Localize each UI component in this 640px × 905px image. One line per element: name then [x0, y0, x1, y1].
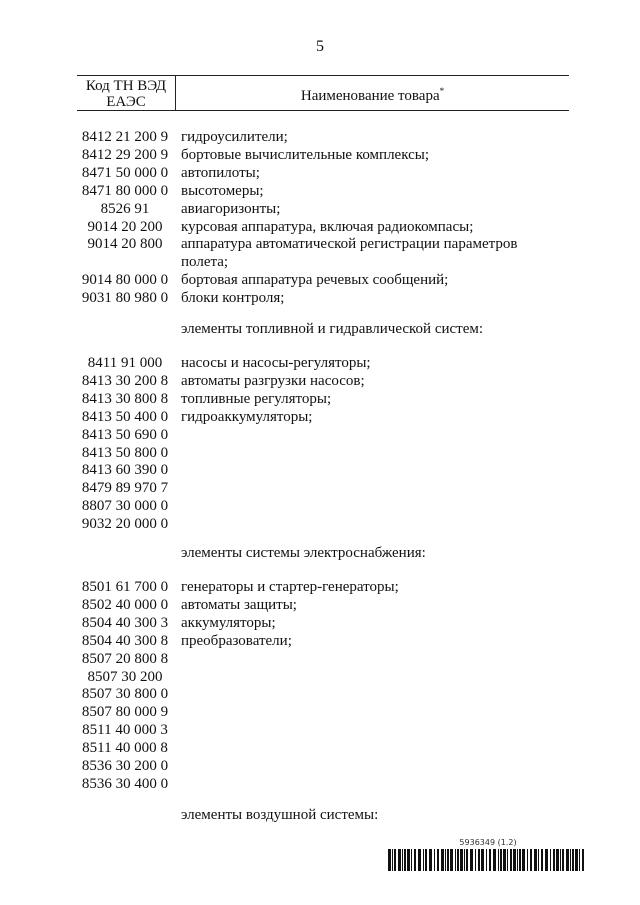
tnved-code: 8507 30 800 0: [81, 686, 169, 703]
tnved-code: 8507 80 000 9: [81, 704, 169, 721]
tnved-code: 8413 50 690 0: [81, 426, 169, 443]
barcode-bar: [550, 849, 551, 871]
barcode-bar: [486, 849, 487, 871]
goods-name: высотомеры;: [181, 182, 264, 199]
tnved-code: 8807 30 000 0: [81, 498, 169, 515]
barcode-bar: [447, 849, 449, 871]
tnved-code: 8412 29 200 9: [81, 146, 169, 163]
column-header-code-line1: Код ТН ВЭД: [85, 78, 167, 94]
tnved-code: 9014 20 800: [87, 236, 163, 253]
tnved-code: 8502 40 000 0: [81, 596, 169, 613]
table-header-bottom-border: [77, 110, 569, 111]
tnved-code: 8526 91: [100, 200, 150, 217]
barcode-bar: [570, 849, 571, 871]
barcode-bar: [414, 849, 416, 871]
barcode-bar: [513, 849, 516, 871]
section-heading-power: элементы системы электроснабжения:: [181, 545, 426, 561]
barcode-bar: [530, 849, 532, 871]
tnved-code: 8413 60 390 0: [81, 462, 169, 479]
barcode-bar: [498, 849, 499, 871]
goods-name: насосы и насосы-регуляторы;: [181, 355, 371, 371]
tnved-code: 8413 50 400 0: [81, 408, 169, 425]
barcode-bar: [481, 849, 484, 871]
tnved-code: 8504 40 300 3: [81, 614, 169, 631]
barcode-bar: [470, 849, 473, 871]
barcode-bar: [493, 849, 496, 871]
barcode-bar: [560, 849, 561, 871]
barcode-bar: [450, 849, 453, 871]
barcode-bar: [434, 849, 435, 871]
goods-name: автопилоты;: [181, 164, 260, 181]
tnved-code: 8471 80 000 0: [81, 182, 169, 199]
barcode-bar: [503, 849, 506, 871]
column-header-code: [77, 78, 175, 110]
barcode-bar: [566, 849, 569, 871]
barcode-bar: [541, 849, 543, 871]
barcode-bar: [445, 849, 446, 871]
tnved-code: 9014 20 200: [87, 218, 163, 235]
barcode-bar: [527, 849, 528, 871]
barcode-bar: [423, 849, 424, 871]
barcode-bar: [429, 849, 432, 871]
barcode-bar: [507, 849, 508, 871]
goods-name: преобразователи;: [181, 632, 292, 649]
barcode-bar: [407, 849, 410, 871]
goods-name: полета;: [181, 254, 229, 271]
barcode-bar: [556, 849, 559, 871]
barcode-bar: [418, 849, 421, 871]
column-header-code-line2: ЕАЭС: [106, 94, 146, 110]
barcode-bar: [510, 849, 512, 871]
barcode-bar: [478, 849, 480, 871]
tnved-code: 9032 20 000 0: [81, 516, 169, 533]
barcode-bar: [466, 849, 468, 871]
goods-name: бортовые вычислительные комплексы;: [181, 146, 430, 163]
barcode-number: 5936349 (1.2): [459, 838, 517, 847]
barcode-bar: [579, 849, 580, 871]
section-heading-fuel: элементы топливной и гидравлической систем:: [181, 321, 484, 337]
goods-name: топливные регуляторы;: [181, 390, 332, 407]
tnved-code: 9031 80 980 0: [81, 290, 169, 307]
barcode-bar: [582, 849, 584, 871]
tnved-code: 8536 30 400 0: [81, 775, 169, 792]
tnved-code: 9014 80 000 0: [81, 272, 169, 289]
tnved-code: 8536 30 200 0: [81, 758, 169, 774]
section-heading-air: элементы воздушной системы:: [181, 807, 379, 823]
barcode-bar: [455, 849, 456, 871]
page-number: 5: [316, 38, 324, 55]
tnved-code: 8412 21 200 9: [81, 129, 169, 145]
goods-name: автоматы разгрузки насосов;: [181, 372, 365, 389]
barcode-bar: [457, 849, 459, 871]
tnved-code: 8511 40 000 8: [82, 740, 168, 757]
barcode-bar: [519, 849, 521, 871]
barcode-bar: [460, 849, 463, 871]
goods-name: автоматы защиты;: [181, 596, 297, 613]
tnved-code: 8413 50 800 0: [81, 444, 169, 461]
barcode-bar: [489, 849, 491, 871]
column-header-name-text: Наименование товара: [300, 88, 440, 104]
goods-name: курсовая аппаратура, включая радиокомпасы;: [181, 218, 474, 235]
tnved-code: 8471 50 000 0: [81, 164, 169, 181]
barcode-bar: [522, 849, 525, 871]
tnved-code: 8413 30 200 8: [81, 372, 169, 389]
tnved-code: 8411 91 000: [87, 355, 163, 371]
goods-name: аппаратура автоматической регистрации параметров: [181, 236, 518, 253]
goods-name: гидроусилители;: [181, 129, 288, 145]
barcode-bar: [575, 849, 578, 871]
tnved-code: 8511 40 000 3: [82, 722, 168, 739]
goods-name: аккумуляторы;: [181, 614, 276, 631]
barcode-bar: [441, 849, 444, 871]
barcode-bar: [545, 849, 548, 871]
tnved-code: 8507 30 200: [87, 668, 163, 685]
tnved-code: 8504 40 300 8: [81, 632, 169, 649]
tnved-code: 8501 61 700 0: [81, 579, 169, 595]
barcode-bar: [572, 849, 574, 871]
barcode-bar: [404, 849, 406, 871]
goods-name: гидроаккумуляторы;: [181, 408, 313, 425]
barcode-bar: [411, 849, 412, 871]
barcode-bar: [437, 849, 439, 871]
barcode-bar: [464, 849, 465, 871]
barcode-bar: [402, 849, 403, 871]
barcode-bar: [475, 849, 476, 871]
barcode-bar: [562, 849, 564, 871]
barcode-bar: [392, 849, 393, 871]
barcode-bar: [538, 849, 539, 871]
barcode-image: [388, 849, 588, 871]
barcode-bar: [398, 849, 401, 871]
column-header-name: [176, 86, 569, 105]
barcode-bar: [534, 849, 537, 871]
goods-name: бортовая аппаратура речевых сообщений;: [181, 272, 449, 289]
barcode-block: [388, 838, 588, 871]
tnved-code: 8479 89 970 7: [81, 480, 169, 497]
barcode-bar: [425, 849, 427, 871]
table-header-top-border: [77, 75, 569, 76]
barcode-bar: [388, 849, 391, 871]
goods-name: генераторы и стартер-генераторы;: [181, 579, 399, 595]
barcode-bar: [500, 849, 502, 871]
barcode-bar: [553, 849, 555, 871]
tnved-code: 8413 30 800 8: [81, 390, 169, 407]
barcode-bar: [517, 849, 518, 871]
goods-name: авиагоризонты;: [181, 200, 281, 217]
goods-name: блоки контроля;: [181, 290, 285, 307]
footnote-mark: *: [439, 86, 445, 96]
barcode-bar: [394, 849, 396, 871]
tnved-code: 8507 20 800 8: [81, 650, 169, 667]
